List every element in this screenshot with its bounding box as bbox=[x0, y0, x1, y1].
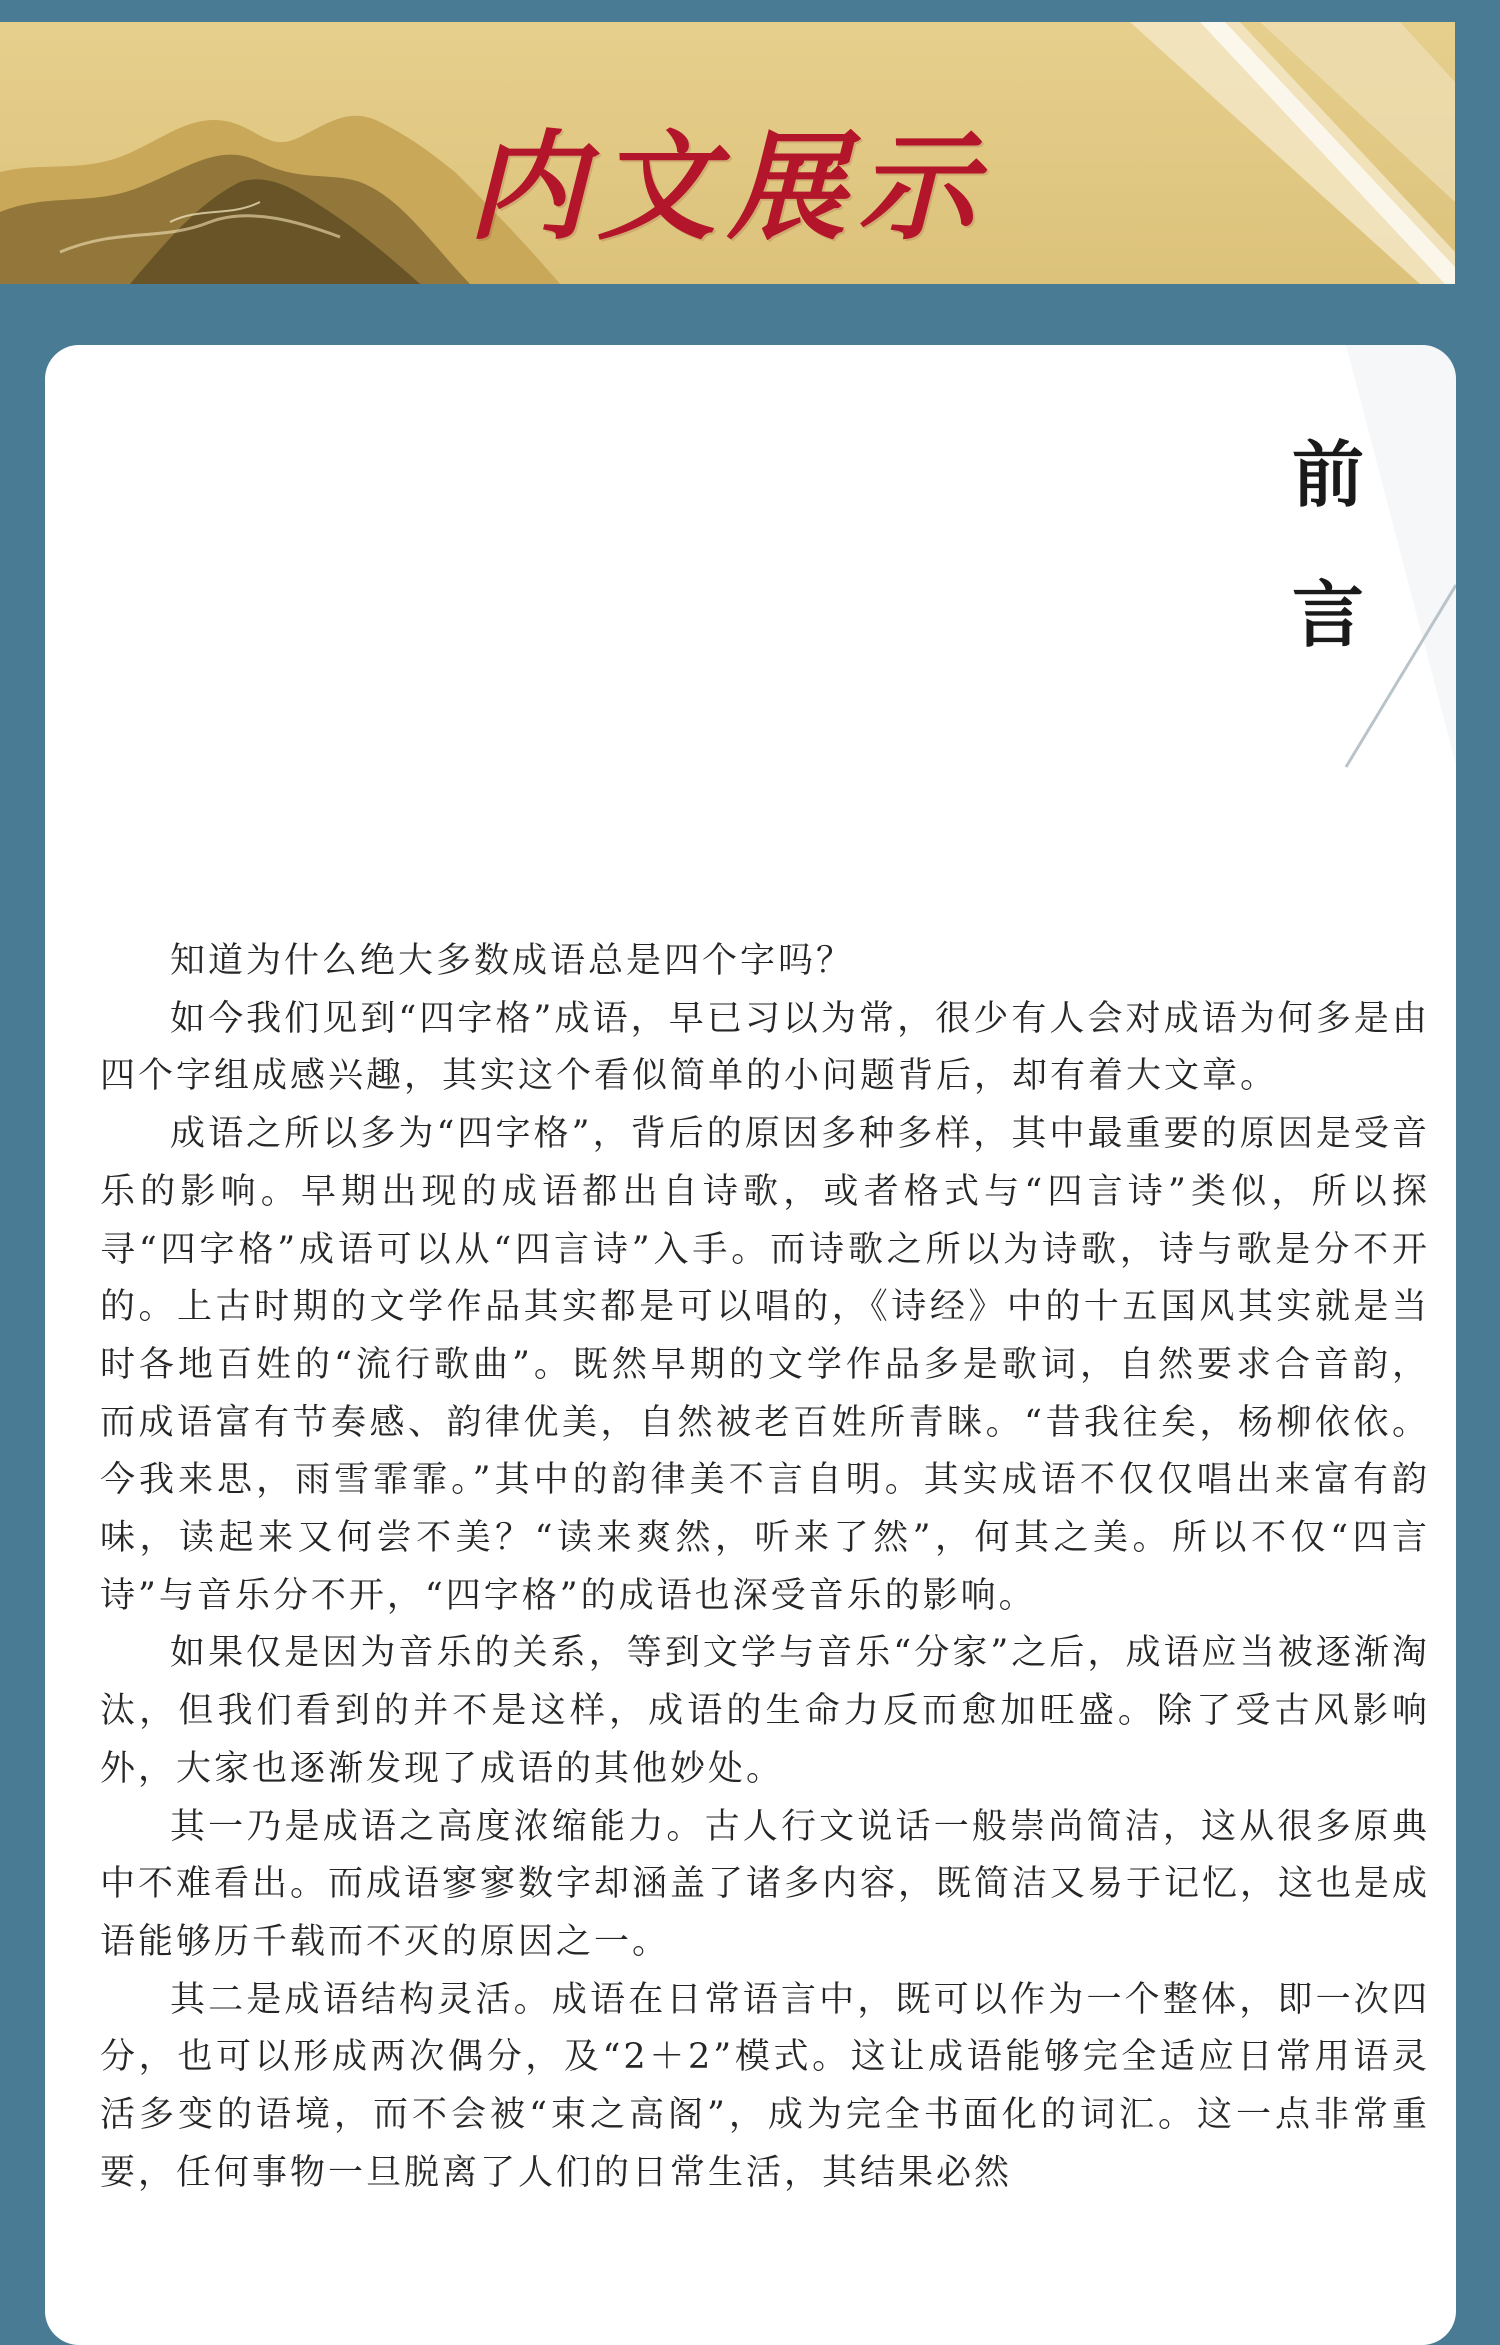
heading-char: 前 bbox=[1291, 432, 1364, 517]
paragraph: 如今我们见到“四字格”成语，早已习以为常，很少有人会对成语为何多是由四个字组成感兴趣，其实这个看似简单的小问题背后，却有着大文章。 bbox=[100, 998, 1430, 1097]
paragraph: 其二是成语结构灵活。成语在日常语言中，既可以作为一个整体，即一次四分，也可以形成两次偶分，及“2＋2”模式。这让成语能够完全适应日常用语灵活多变的语境，而不会被“束之高阁”，成为完全书面化的词汇。这一点非常重要，任何事物一旦脱离了人们的日常生活，其结果必然 bbox=[100, 1979, 1430, 2193]
page-heading bbox=[1288, 405, 1368, 685]
paragraph: 成语之所以多为“四字格”，背后的原因多种多样，其中最重要的原因是受音乐的影响。早期出现的成语都出自诗歌，或者格式与“四言诗”类似，所以探寻“四字格”成语可以从“四言诗”入手。而诗歌之所以为诗歌，诗与歌是分不开的。上古时期的文学作品其实都是可以唱的，《诗经》中的十五国风其实就是当时各地百姓的“流行歌曲”。既然早期的文学作品多是歌词，自然要求合音韵，而成语富有节奏感、韵律优美，自然被老百姓所青睐。“昔我往矣，杨柳依依。今我来思，雨雪霏霏。”其中的韵律美不言自明。其实成语不仅仅唱出来富有韵味，读起来又何尝不美？“读来爽然，听来了然”，何其之美。所以不仅“四言诗”与音乐分不开，“四字格”的成语也深受音乐的影响。 bbox=[100, 1114, 1430, 1616]
heading-char: 言 bbox=[1291, 572, 1364, 657]
paragraph: 如果仅是因为音乐的关系，等到文学与音乐“分家”之后，成语应当被逐渐淘汰，但我们看到的并不是这样，成语的生命力反而愈加旺盛。除了受古风影响外，大家也逐渐发现了成语的其他妙处。 bbox=[100, 1633, 1430, 1789]
body-text bbox=[100, 933, 1430, 2202]
paragraph: 其一乃是成语之高度浓缩能力。古人行文说话一般崇尚简洁，这从很多原典中不难看出。而成语寥寥数字却涵盖了诸多内容，既简洁又易于记忆，这也是成语能够历千载而不灭的原因之一。 bbox=[100, 1806, 1431, 1962]
header-banner bbox=[0, 22, 1455, 284]
banner-title: 内文展示 bbox=[467, 117, 988, 256]
document-page bbox=[45, 345, 1456, 2345]
paragraph: 知道为什么绝大多数成语总是四个字吗？ bbox=[170, 941, 855, 981]
